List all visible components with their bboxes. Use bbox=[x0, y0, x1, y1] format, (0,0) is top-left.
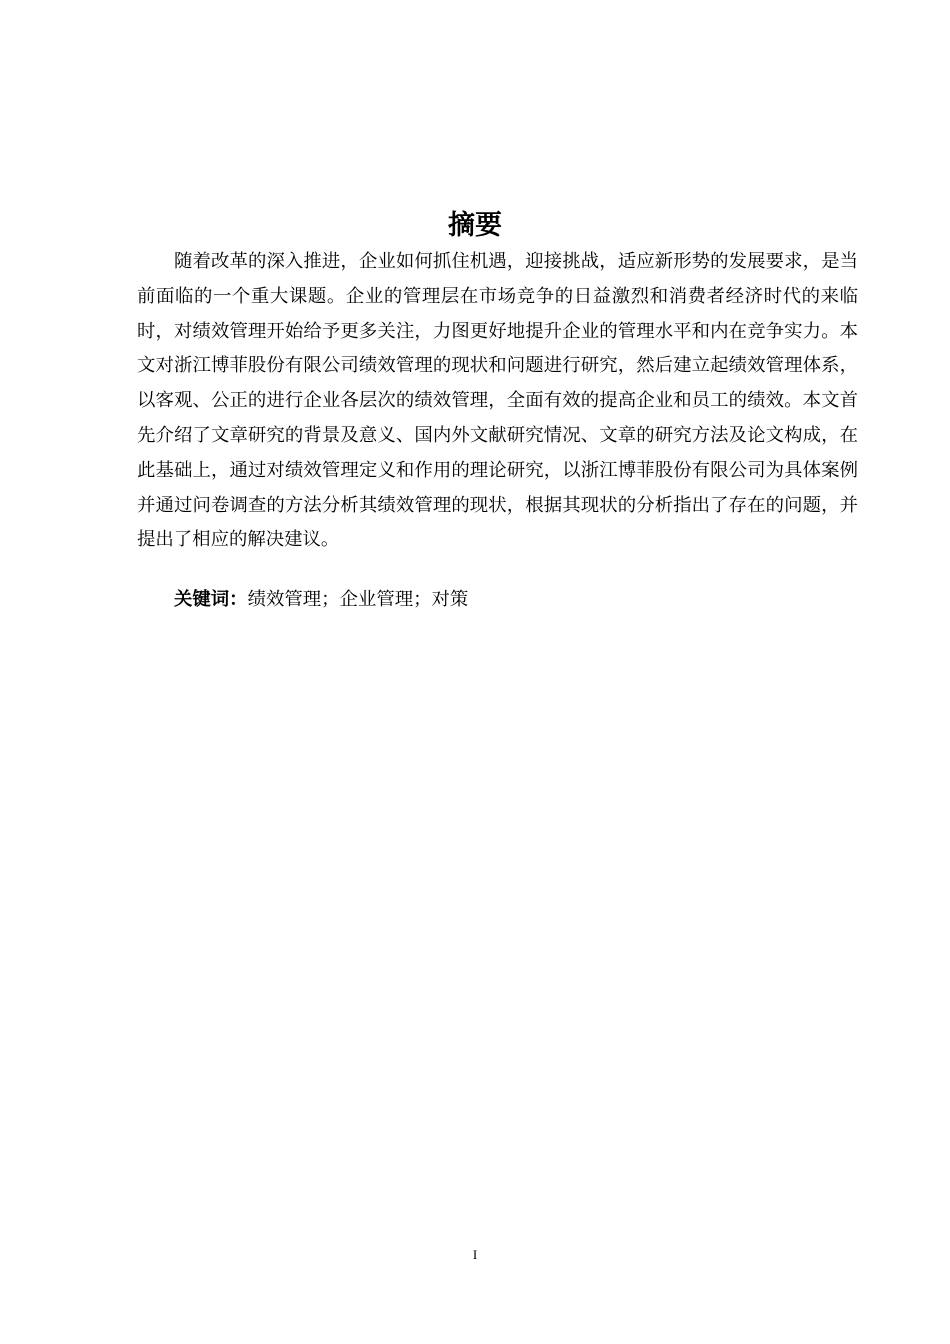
abstract-body: 随着改革的深入推进，企业如何抓住机遇，迎接挑战，适应新形势的发展要求，是当前面临的一个重大课题。企业的管理层在市场竞争的日益激烈和消费者经济时代的来临时，对绩效管理开始给予更多关注，力图更好地提升企业的管理水平和内在竞争实力。本文对浙江博菲股份有限公司绩效管理的现状和问题进行研究，然后建立起绩效管理体系，以客观、公正的进行企业各层次的绩效管理，全面有效的提高企业和员工的绩效。本文首先介绍了文章研究的背景及意义、国内外文献研究情况、文章的研究方法及论文构成，在此基础上，通过对绩效管理定义和作用的理论研究，以浙江博菲股份有限公司为具体案例并通过问卷调查的方法分析其绩效管理的现状，根据其现状的分析指出了存在的问题，并提出了相应的解决建议。 bbox=[137, 251, 858, 551]
keywords-text: 绩效管理；企业管理；对策 bbox=[247, 589, 469, 610]
page-number: I bbox=[472, 1247, 478, 1262]
keywords-label: 关键词： bbox=[174, 589, 248, 610]
abstract-title: 摘要 bbox=[448, 210, 502, 241]
keywords-line bbox=[137, 585, 858, 615]
